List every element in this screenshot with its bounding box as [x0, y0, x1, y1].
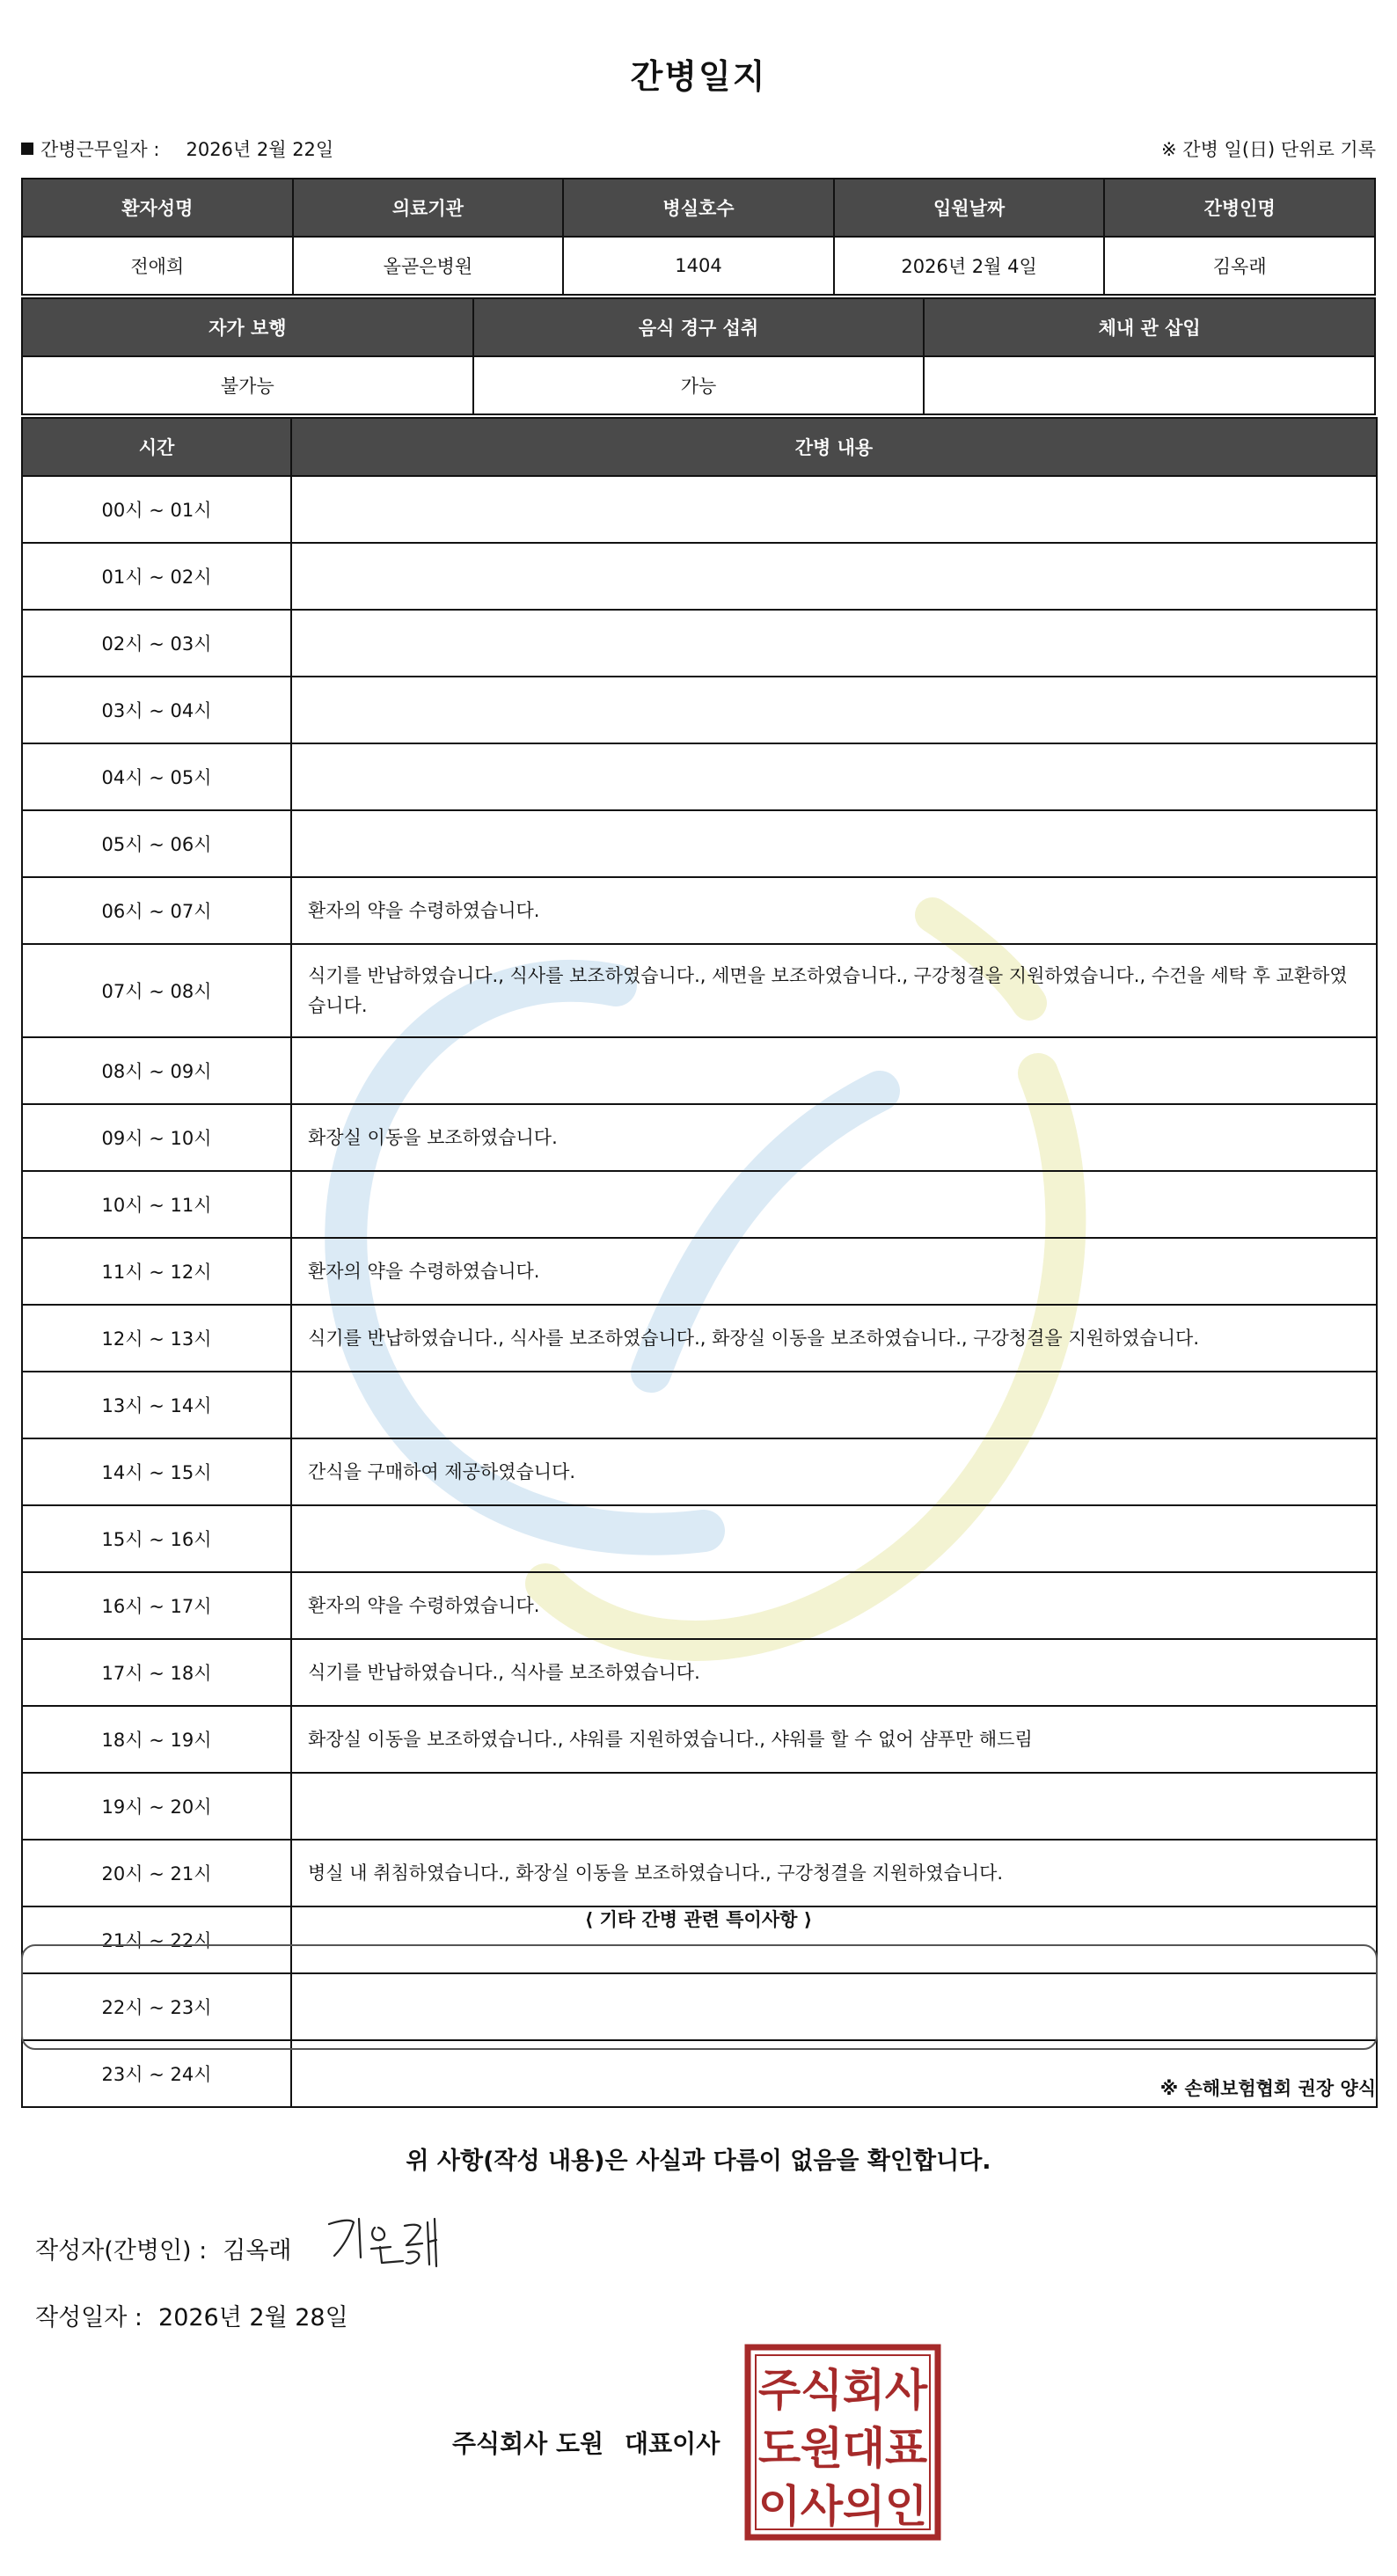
status-header-row	[22, 298, 1375, 356]
log-time: 19시 ~ 20시	[22, 1773, 291, 1840]
log-content: 식기를 반납하였습니다., 식사를 보조하였습니다.	[291, 1639, 1377, 1706]
self-walking-value: 불가능	[22, 356, 473, 414]
meta-row	[21, 135, 1376, 164]
log-time: 16시 ~ 17시	[22, 1572, 291, 1639]
log-time: 02시 ~ 03시	[22, 610, 291, 677]
oral-intake-value: 가능	[473, 356, 925, 414]
log-row	[22, 1438, 1377, 1505]
seal-character: 원	[800, 2423, 844, 2474]
patient-name: 전애희	[22, 237, 293, 295]
log-time: 12시 ~ 13시	[22, 1305, 291, 1372]
log-content	[291, 1372, 1377, 1438]
log-content: 화장실 이동을 보조하였습니다., 샤워를 지원하였습니다., 샤워를 할 수 없어 샴푸만 해드림	[291, 1706, 1377, 1773]
seal-character: 대	[842, 2423, 886, 2474]
status-value-row	[22, 356, 1375, 414]
log-content	[291, 1037, 1377, 1104]
record-unit-note: ※ 간병 일(日) 단위로 기록	[1161, 139, 1376, 160]
log-time: 09시 ~ 10시	[22, 1104, 291, 1171]
log-time: 21시 ~ 22시	[22, 1906, 291, 1973]
seal-character: 표	[884, 2423, 928, 2474]
log-time: 17시 ~ 18시	[22, 1639, 291, 1706]
log-content	[291, 1505, 1377, 1572]
patient-status-table	[21, 297, 1376, 415]
log-row	[22, 944, 1377, 1037]
log-time: 01시 ~ 02시	[22, 543, 291, 610]
log-row	[22, 1171, 1377, 1238]
form-source-note: ※ 손해보험협회 권장 양식	[1159, 2078, 1376, 2099]
log-row	[22, 1639, 1377, 1706]
log-content: 환자의 약을 수령하였습니다.	[291, 877, 1377, 944]
work-date-label: 간병근무일자 :	[40, 139, 160, 160]
seal-character: 사	[800, 2481, 844, 2532]
log-row	[22, 743, 1377, 810]
patient-value-row	[22, 237, 1375, 295]
write-date-value: 2026년 2월 28일	[158, 2304, 348, 2331]
seal-character: 회	[842, 2365, 886, 2416]
special-notes-box	[21, 1944, 1378, 2050]
log-row	[22, 1505, 1377, 1572]
author-line	[35, 2231, 292, 2265]
log-time: 06시 ~ 07시	[22, 877, 291, 944]
log-row	[22, 1572, 1377, 1639]
seal-character: 의	[842, 2481, 886, 2532]
seal-character: 사	[884, 2365, 928, 2416]
log-time: 04시 ~ 05시	[22, 743, 291, 810]
log-time: 10시 ~ 11시	[22, 1171, 291, 1238]
seal-character: 이	[757, 2481, 801, 2532]
log-content: 환자의 약을 수령하였습니다.	[291, 1572, 1377, 1639]
ceo-title: 대표이사	[625, 2429, 720, 2458]
header-medical-institution: 의료기관	[293, 179, 564, 237]
log-content	[291, 1773, 1377, 1840]
log-time: 05시 ~ 06시	[22, 810, 291, 877]
hourly-care-log-table	[21, 417, 1378, 2108]
log-time: 18시 ~ 19시	[22, 1706, 291, 1773]
header-room-number: 병실호수	[563, 179, 834, 237]
seal-character: 식	[800, 2365, 844, 2416]
log-time: 23시 ~ 24시	[22, 2040, 291, 2107]
header-patient-name: 환자성명	[22, 179, 293, 237]
room-number: 1404	[563, 237, 834, 295]
square-bullet-icon	[21, 143, 33, 155]
company-seal-stamp	[744, 2344, 941, 2541]
author-label: 작성자(간병인) :	[35, 2237, 208, 2265]
log-row	[22, 1238, 1377, 1305]
company-name: 주식회사 도원	[452, 2429, 604, 2458]
log-content	[291, 810, 1377, 877]
work-date-value: 2026년 2월 22일	[186, 139, 334, 160]
log-content	[291, 476, 1377, 543]
log-content	[291, 677, 1377, 743]
log-time: 08시 ~ 09시	[22, 1037, 291, 1104]
handwritten-signature	[324, 2214, 464, 2275]
author-name: 김옥래	[223, 2237, 292, 2265]
log-row	[22, 476, 1377, 543]
log-content: 환자의 약을 수령하였습니다.	[291, 1238, 1377, 1305]
header-self-walking: 자가 보행	[22, 298, 473, 356]
header-tube-insertion: 체내 관 삽입	[924, 298, 1375, 356]
log-row	[22, 1773, 1377, 1840]
seal-character: 도	[757, 2423, 801, 2474]
seal-character: 인	[884, 2481, 928, 2532]
confirmation-statement: 위 사항(작성 내용)은 사실과 다름이 없음을 확인합니다.	[406, 2148, 991, 2175]
log-content	[291, 743, 1377, 810]
log-header-row	[22, 418, 1377, 476]
admission-date: 2026년 2월 4일	[834, 237, 1105, 295]
log-time: 11시 ~ 12시	[22, 1238, 291, 1305]
log-time: 22시 ~ 23시	[22, 1973, 291, 2040]
log-row	[22, 610, 1377, 677]
seal-character: 주	[757, 2365, 801, 2416]
header-time: 시간	[22, 418, 291, 476]
log-time: 20시 ~ 21시	[22, 1840, 291, 1906]
write-date-line	[35, 2298, 348, 2332]
medical-institution: 올곧은병원	[293, 237, 564, 295]
caregiver-name: 김옥래	[1104, 237, 1375, 295]
log-row	[22, 1840, 1377, 1906]
log-content: 식기를 반납하였습니다., 식사를 보조하였습니다., 화장실 이동을 보조하였습니다., 구강청결을 지원하였습니다.	[291, 1305, 1377, 1372]
log-row	[22, 543, 1377, 610]
log-content: 식기를 반납하였습니다., 식사를 보조하였습니다., 세면을 보조하였습니다., 구강청결을 지원하였습니다., 수건을 세탁 후 교환하였습니다.	[291, 944, 1377, 1037]
log-time: 15시 ~ 16시	[22, 1505, 291, 1572]
special-notes-title: ⟨ 기타 간병 관련 특이사항 ⟩	[584, 1909, 813, 1930]
log-content	[291, 543, 1377, 610]
log-rows	[22, 476, 1377, 2107]
log-content	[291, 610, 1377, 677]
company-line	[452, 2425, 720, 2460]
header-caregiver-name: 간병인명	[1104, 179, 1375, 237]
tube-insertion-value	[924, 356, 1375, 414]
patient-header-row	[22, 179, 1375, 237]
log-content: 간식을 구매하여 제공하였습니다.	[291, 1438, 1377, 1505]
log-row	[22, 677, 1377, 743]
log-time: 03시 ~ 04시	[22, 677, 291, 743]
document-title: 간병일지	[630, 57, 767, 96]
write-date-label: 작성일자 :	[35, 2304, 143, 2331]
log-time: 07시 ~ 08시	[22, 944, 291, 1037]
log-row	[22, 1372, 1377, 1438]
header-care-content: 간병 내용	[291, 418, 1377, 476]
log-row	[22, 1706, 1377, 1773]
work-date	[21, 135, 333, 162]
header-admission-date: 입원날짜	[834, 179, 1105, 237]
log-content: 병실 내 취침하였습니다., 화장실 이동을 보조하였습니다., 구강청결을 지원하였습니다.	[291, 1840, 1377, 1906]
log-content: 화장실 이동을 보조하였습니다.	[291, 1104, 1377, 1171]
patient-info-table	[21, 178, 1376, 296]
log-row	[22, 1104, 1377, 1171]
log-row	[22, 810, 1377, 877]
log-time: 13시 ~ 14시	[22, 1372, 291, 1438]
log-content	[291, 1171, 1377, 1238]
header-oral-intake: 음식 경구 섭취	[473, 298, 925, 356]
log-row	[22, 1305, 1377, 1372]
log-time: 00시 ~ 01시	[22, 476, 291, 543]
log-time: 14시 ~ 15시	[22, 1438, 291, 1505]
log-row	[22, 877, 1377, 944]
log-row	[22, 1037, 1377, 1104]
